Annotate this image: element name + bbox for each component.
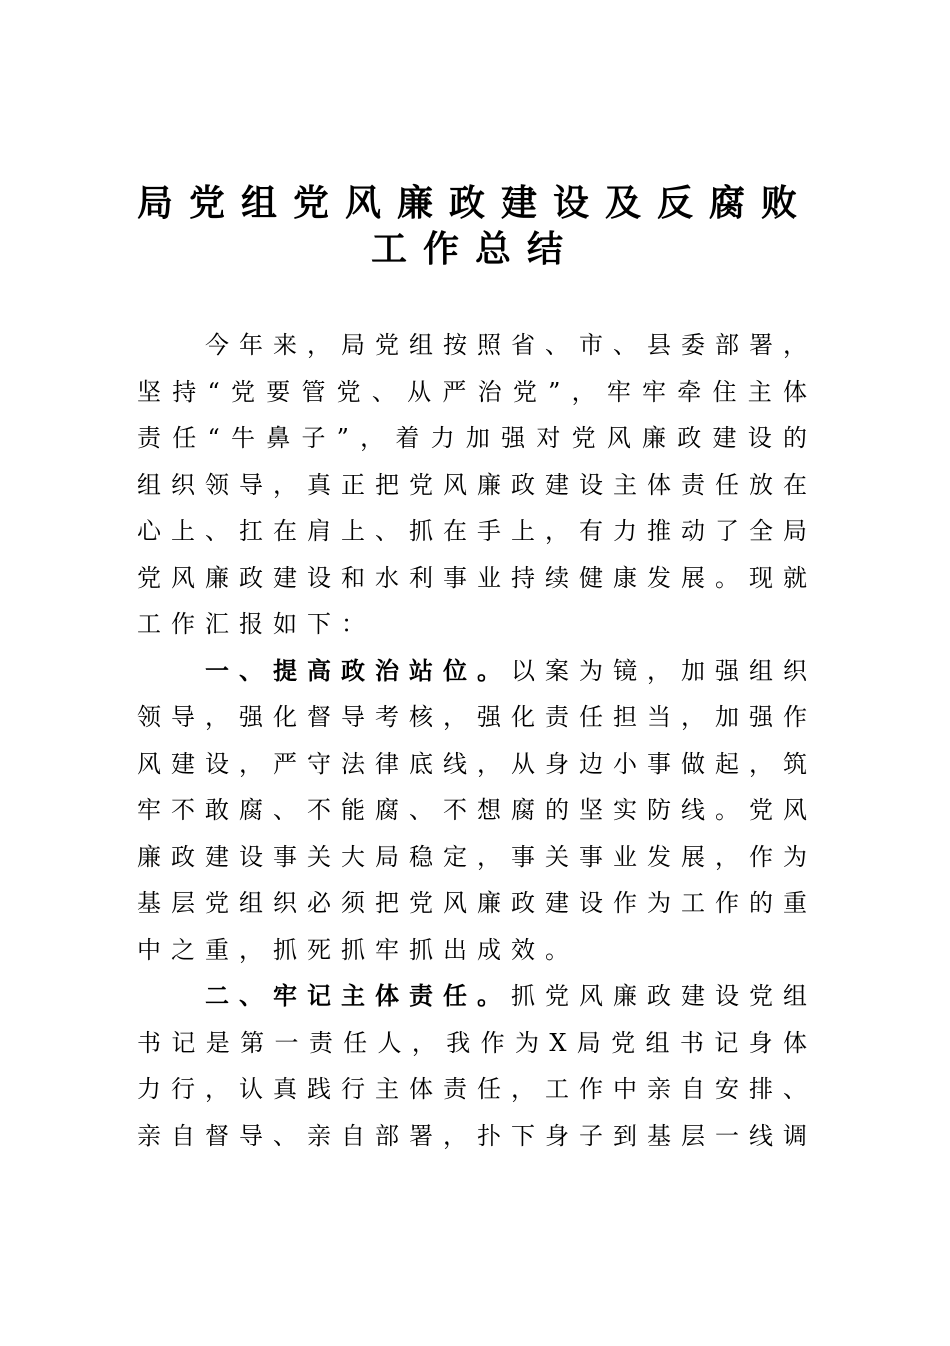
intro-paragraph: 今年来，局党组按照省、市、县委部署，坚持“党要管党、从严治党”，牢牢牵住主体责任“牛鼻子”，着力加强对党风廉政建设的组织领导，真正把党风廉政建设主体责任放在心上、扛在肩上、抓在手上，有力推动了全局党风廉政建设和水利事业持续健康发展。现就工作汇报如下： bbox=[137, 331, 817, 638]
section-2-heading: 二、牢记主体责任。 bbox=[205, 982, 511, 1010]
document-title-line-2: 工作总结 bbox=[370, 228, 579, 270]
section-2-text: 抓党风廉政建设党组书记是第一责任人，我作为X局党组书记身体力行，认真践行主体责任，工作中亲自安排、亲自督导、亲自部署，扑下身子到基层一线调 bbox=[137, 982, 817, 1150]
section-1-text: 以案为镜，加强组织领导，强化督导考核，强化责任担当，加强作风建设，严守法律底线，从身边小事做起，筑牢不敢腐、不能腐、不想腐的坚实防线。党风廉政建设事关大局稳定，事关事业发展，作为基层党组织必须把党风廉政建设作为工作的重中之重，抓死抓牢抓出成效。 bbox=[137, 656, 817, 964]
document-title-line-1: 局党组党风廉政建设及反腐败 bbox=[136, 182, 813, 224]
section-2-paragraph bbox=[137, 973, 817, 1159]
section-1-heading: 一、提高政治站位。 bbox=[205, 656, 511, 685]
document-body bbox=[137, 322, 817, 1159]
section-1-paragraph bbox=[137, 648, 817, 974]
